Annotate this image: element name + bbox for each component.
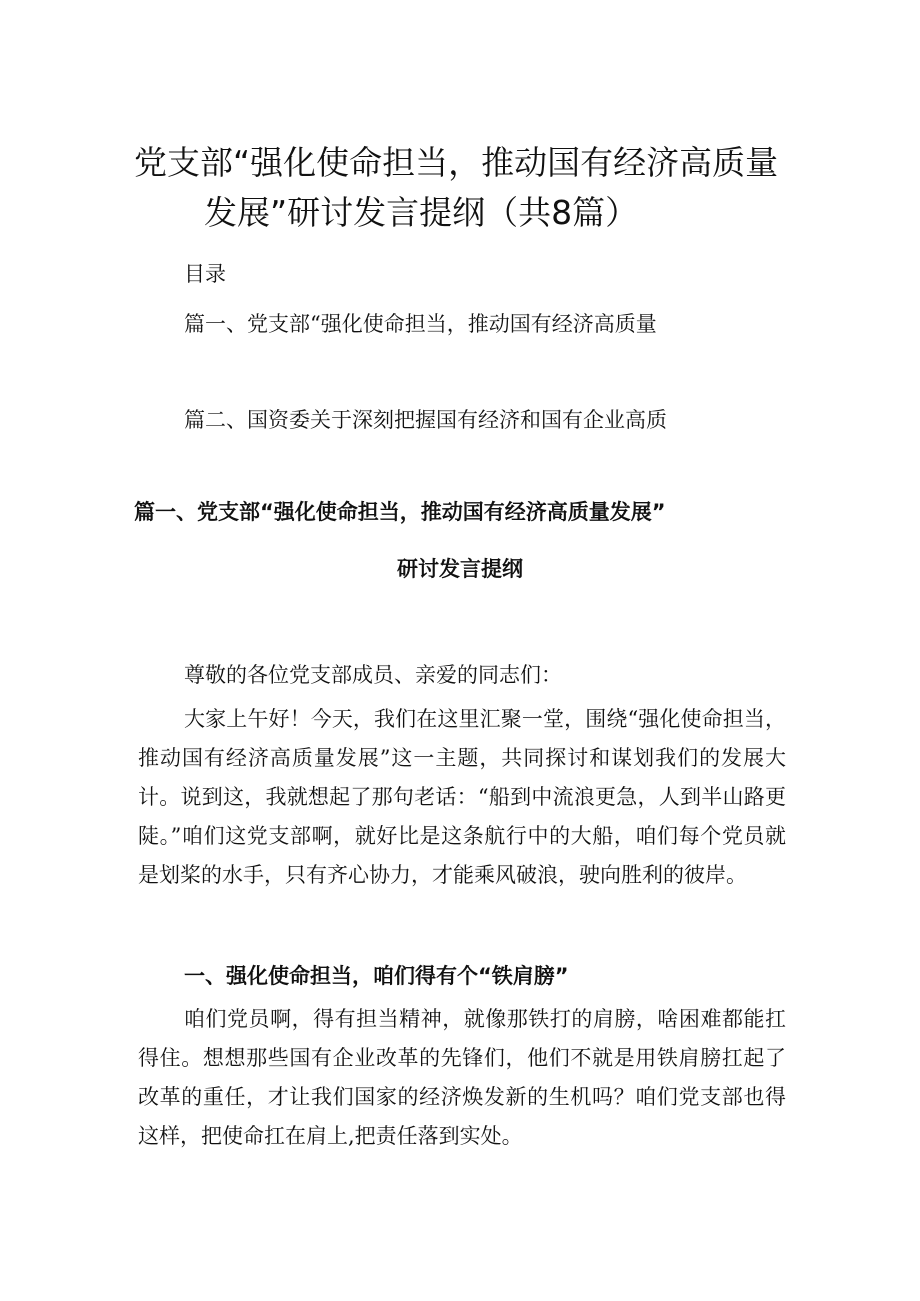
paragraph-2: 咱们党员啊，得有担当精神，就像那铁打的肩膀，啥困难都能扛得住。想想那些国有企业改革的先锋们，他们不就是用铁肩膀扛起了改革的重任，才让我们国家的经济焕发新的生机吗？咱们党支部也得这样，把使命扛在肩上,把责任落到实处。 (138, 1007, 786, 1148)
document-title-line1: 党支部“强化使命担当，推动国有经济高质量 (134, 143, 779, 182)
toc-item-1[interactable]: 篇一、党支部“强化使命担当，推动国有经济高质量 (184, 312, 657, 336)
toc-heading: 目录 (184, 262, 226, 286)
paragraph-1: 大家上午好！今天，我们在这里汇聚一堂，围绕“强化使命担当，推动国有经济高质量发展”这一主题，共同探讨和谋划我们的发展大计。说到这，我就想起了那句老话：“船到中流浪更急，人到半山路更陡。”咱们这党支部啊，就好比是这条航行中的大船，咱们每个党员就是划桨的水手，只有齐心协力，才能乘风破浪，驶向胜利的彼岸。 (138, 707, 786, 887)
section-subtitle: 研讨发言提纲 (397, 557, 523, 581)
toc-item-2[interactable]: 篇二、国资委关于深刻把握国有经济和国有企业高质 (184, 408, 667, 432)
document-title (120, 138, 800, 238)
salutation: 尊敬的各位党支部成员、亲爱的同志们： (184, 663, 562, 687)
section-title: 篇一、党支部“强化使命担当，推动国有经济高质量发展” (134, 500, 666, 524)
subheading-1: 一、强化使命担当，咱们得有个“铁肩膀” (184, 964, 569, 988)
document-title-line2: 发展”研讨发言提纲（共8篇） (204, 193, 639, 232)
